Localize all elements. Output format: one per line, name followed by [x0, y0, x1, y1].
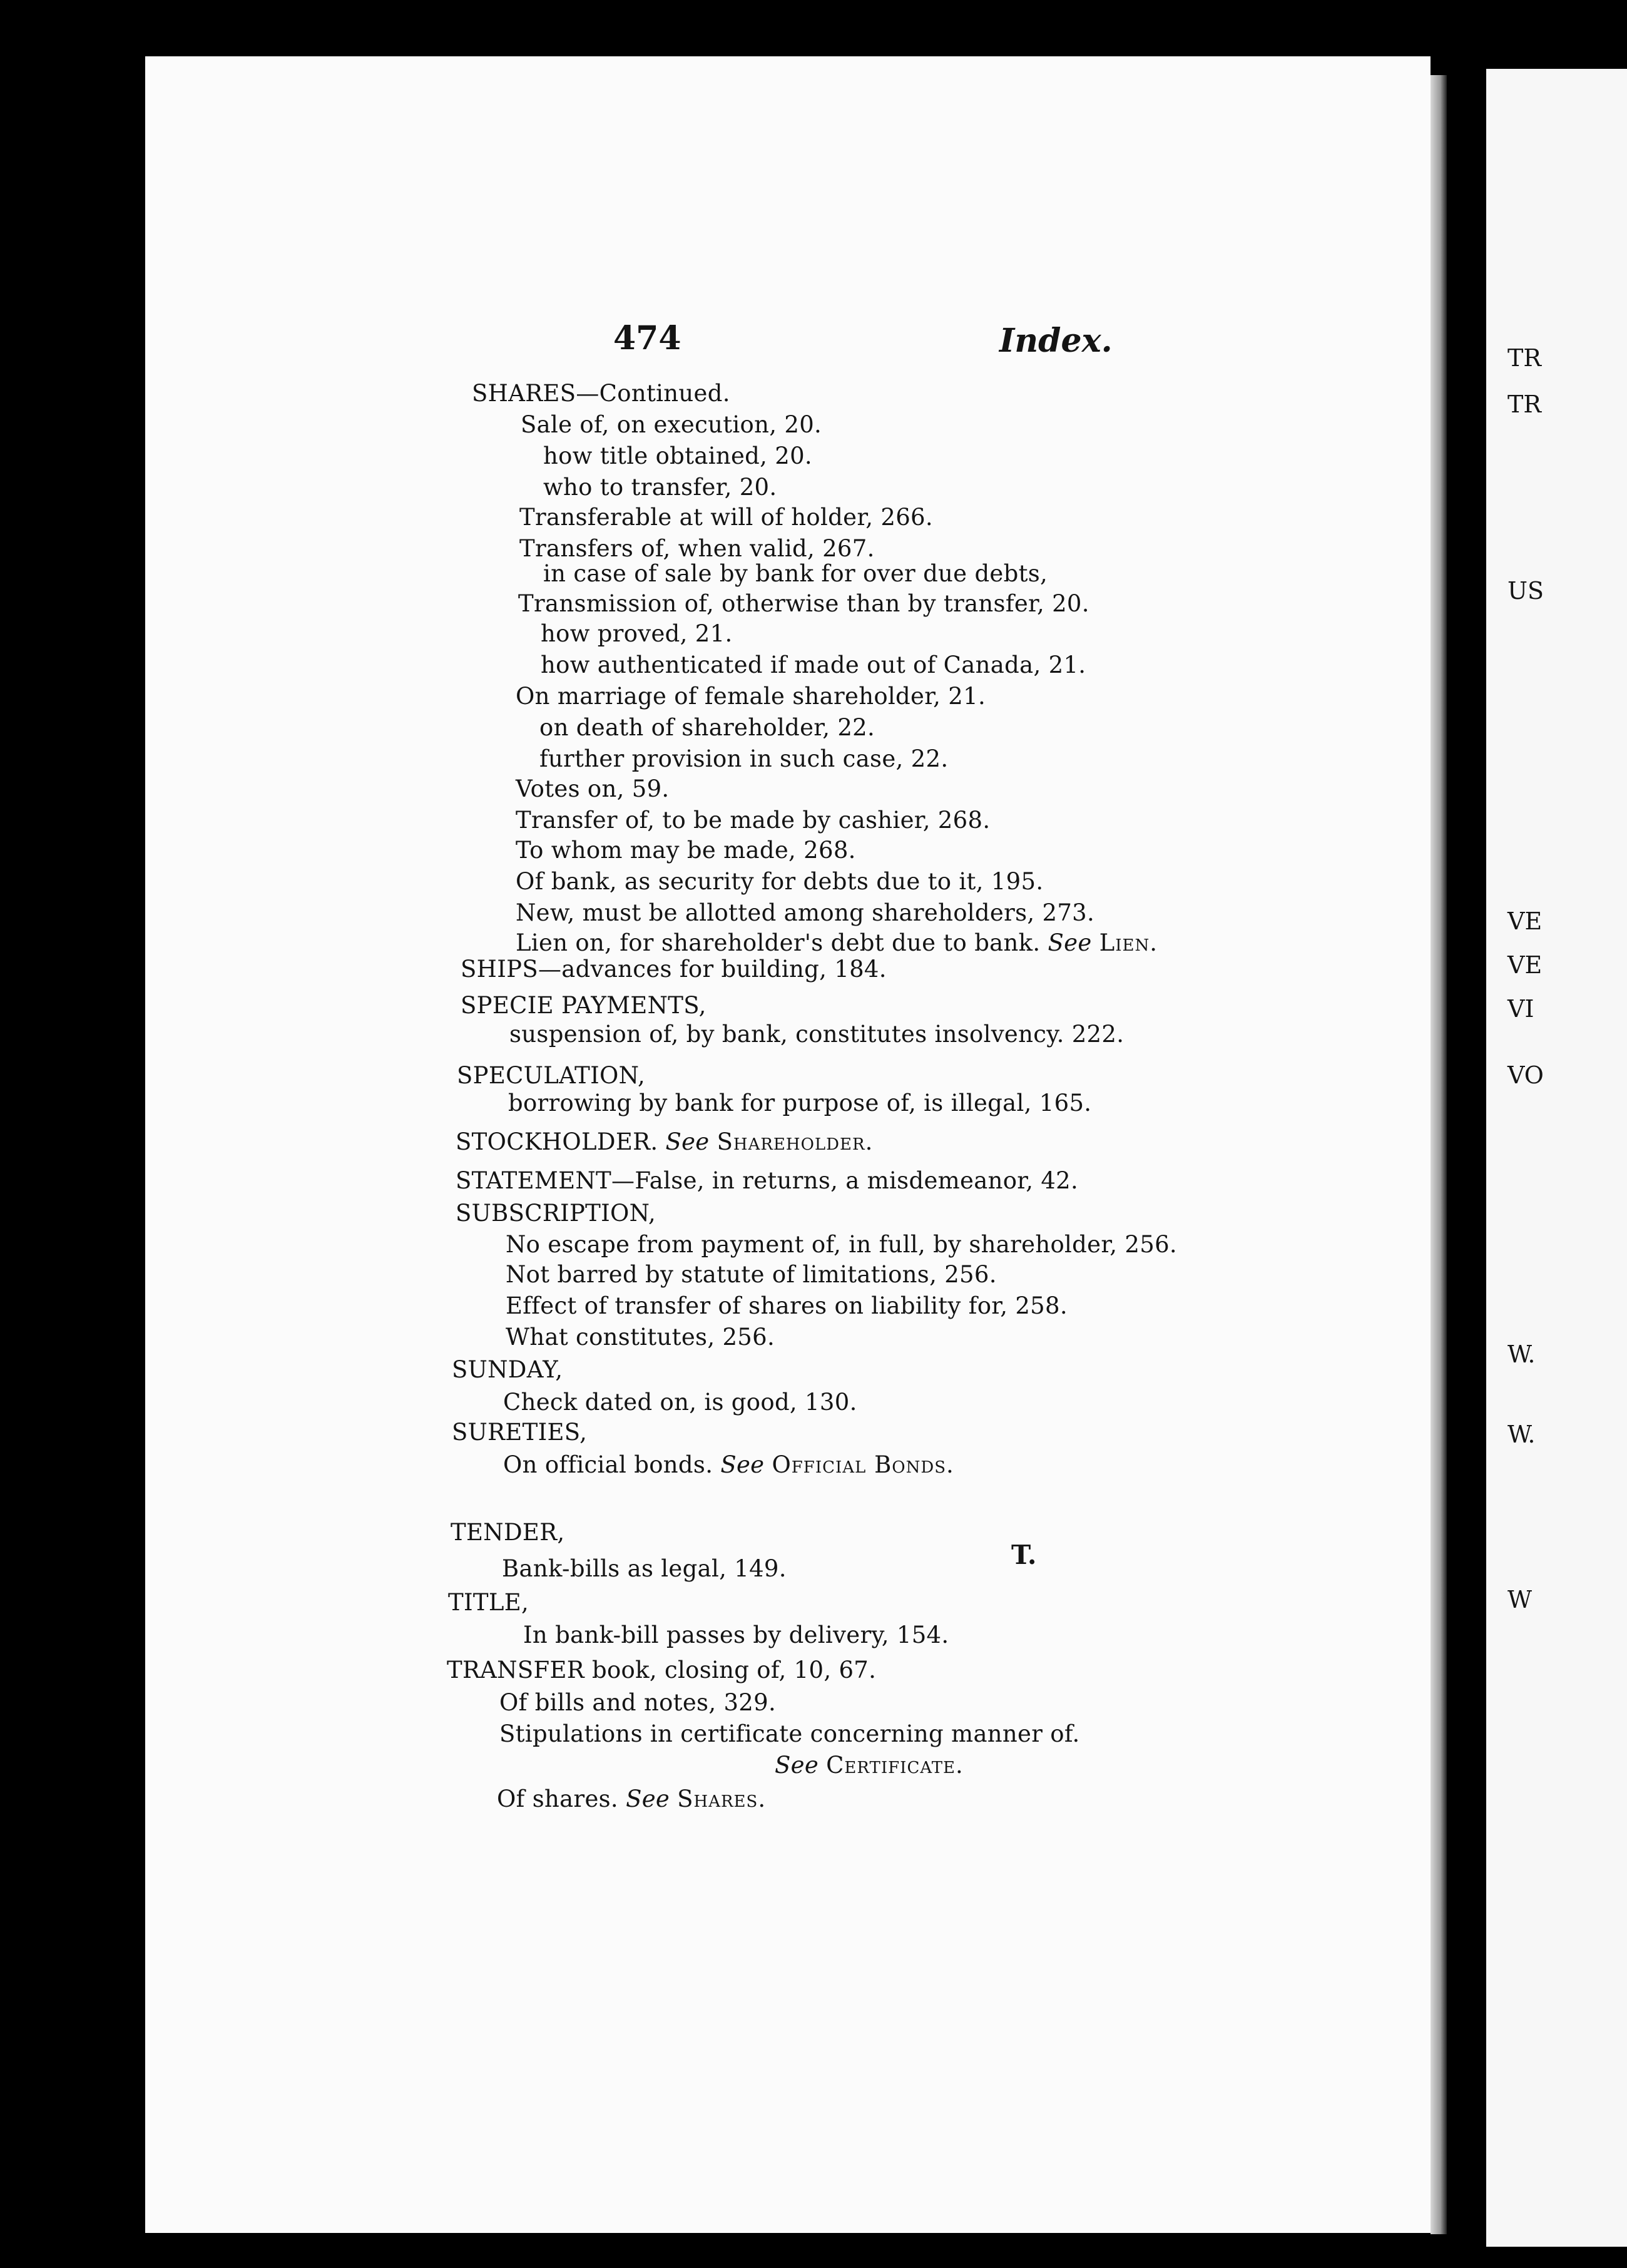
facing-page-fragment: VI — [1507, 995, 1534, 1023]
cross-reference: Lien. — [1099, 929, 1158, 956]
index-entry — [519, 537, 875, 560]
see-reference-label: See — [775, 1752, 819, 1779]
index-entry — [516, 839, 856, 862]
index-entry — [539, 716, 875, 739]
entry-text: SURETIES, — [452, 1419, 588, 1446]
index-entry — [541, 622, 733, 645]
index-entry — [499, 1691, 776, 1714]
entry-text: Transferable at will of holder, 266. — [519, 504, 933, 531]
entry-text: TITLE, — [448, 1589, 529, 1616]
facing-page-fragment: W — [1507, 1586, 1533, 1613]
facing-page-fragment: TR — [1507, 391, 1541, 418]
index-entry — [539, 747, 948, 770]
facing-page — [1486, 69, 1627, 2247]
index-entry — [506, 1263, 997, 1286]
facing-page-fragment: VE — [1507, 907, 1543, 935]
index-entry — [456, 1130, 873, 1153]
index-entry — [516, 931, 1158, 954]
entry-text: Check dated on, is good, 130. — [503, 1389, 857, 1416]
index-entry — [447, 1658, 876, 1682]
index-entry — [509, 1023, 1124, 1046]
entry-text: who to transfer, 20. — [543, 474, 777, 501]
index-entry — [521, 413, 822, 436]
entry-text: SUBSCRIPTION, — [456, 1200, 656, 1227]
entry-text: further provision in such case, 22. — [539, 745, 949, 772]
entry-text: how authenticated if made out of Canada, 21. — [541, 651, 1086, 678]
index-entry — [523, 1623, 949, 1647]
index-entry — [452, 1421, 587, 1444]
section-letter: T. — [1011, 1540, 1037, 1570]
entry-text: Sale of, on execution, 20. — [521, 411, 822, 438]
entry-text: how title obtained, 20. — [543, 442, 812, 469]
entry-text: Of shares. — [497, 1785, 618, 1812]
facing-page-fragment: W. — [1507, 1421, 1536, 1448]
see-reference-label: See — [720, 1451, 765, 1478]
entry-text: on death of shareholder, 22. — [539, 714, 875, 741]
index-entry — [518, 592, 1089, 615]
entry-text: STATEMENT—False, in returns, a misdemeanor, 42. — [456, 1167, 1079, 1194]
index-entry — [516, 901, 1094, 924]
index-entry — [472, 382, 730, 405]
facing-page-fragment: VO — [1507, 1061, 1544, 1089]
entry-text: in case of sale by bank for over due debts, — [543, 560, 1048, 587]
index-entry — [543, 476, 777, 499]
entry-text: SHIPS—advances for building, 184. — [461, 956, 887, 983]
entry-text: No escape from payment of, in full, by shareholder, 256. — [506, 1231, 1177, 1258]
facing-page-fragment: VE — [1507, 951, 1543, 979]
index-entry — [775, 1754, 964, 1777]
index-entry — [508, 1091, 1091, 1115]
entry-text: SHARES—Continued. — [472, 380, 730, 407]
entry-text: how proved, 21. — [541, 620, 733, 647]
index-entry — [456, 1169, 1078, 1192]
cross-reference: Official Bonds. — [772, 1451, 954, 1478]
index-entry — [461, 994, 706, 1017]
entry-text: Effect of transfer of shares on liability for, 258. — [506, 1292, 1068, 1319]
entry-text: TENDER, — [451, 1519, 565, 1546]
entry-text: STOCKHOLDER. — [456, 1128, 658, 1155]
entry-text: Bank-bills as legal, 149. — [502, 1555, 787, 1582]
index-entry — [457, 1064, 645, 1087]
entry-text: suspension of, by bank, constitutes insolvency. 222. — [509, 1021, 1125, 1048]
entry-text: New, must be allotted among shareholders, 273. — [516, 899, 1095, 926]
entry-text: SUNDAY, — [452, 1356, 563, 1383]
entry-text: Not barred by statute of limitations, 256. — [506, 1261, 997, 1288]
index-entry — [519, 506, 933, 529]
cross-reference: Shares. — [677, 1785, 767, 1812]
entry-text: Lien on, for shareholder's debt due to bank. — [516, 929, 1041, 956]
entry-text: To whom may be made, 268. — [516, 837, 856, 864]
page-number: 474 — [613, 319, 681, 357]
index-entry — [516, 870, 1043, 893]
index-entry — [516, 809, 990, 832]
index-entry — [452, 1358, 563, 1381]
see-reference-label: See — [1048, 929, 1092, 956]
index-page — [145, 56, 1431, 2233]
running-title: Index. — [999, 322, 1113, 360]
entry-text: On official bonds. — [503, 1451, 713, 1478]
entry-text: TRANSFER book, closing of, 10, 67. — [447, 1657, 877, 1683]
index-entry — [448, 1591, 529, 1614]
index-entry — [503, 1391, 857, 1414]
facing-page-fragment: US — [1507, 577, 1544, 605]
entry-text: Stipulations in certificate concerning manner of. — [499, 1720, 1080, 1747]
entry-text: Transmission of, otherwise than by transfer, 20. — [518, 590, 1089, 617]
index-entry — [506, 1233, 1177, 1256]
facing-page-fragment: TR — [1507, 344, 1541, 372]
index-entry — [506, 1294, 1068, 1317]
see-reference-label: See — [626, 1785, 670, 1812]
entry-text: Transfer of, to be made by cashier, 268. — [516, 807, 991, 834]
cross-reference: Shareholder. — [717, 1128, 874, 1155]
entry-text: Transfers of, when valid, 267. — [519, 535, 875, 562]
index-entry — [543, 562, 1048, 585]
index-entry — [541, 653, 1086, 677]
entry-text: On marriage of female shareholder, 21. — [516, 683, 986, 710]
index-entry — [543, 444, 812, 467]
index-entry — [461, 958, 887, 981]
index-entry — [516, 777, 669, 800]
entry-text: Of bank, as security for debts due to it, 195. — [516, 868, 1044, 895]
entry-text: borrowing by bank for purpose of, is illegal, 165. — [508, 1090, 1092, 1116]
cross-reference: Certificate. — [826, 1752, 964, 1779]
facing-page-fragment: W. — [1507, 1341, 1536, 1368]
entry-text: What constitutes, 256. — [506, 1324, 775, 1351]
entry-text: SPECIE PAYMENTS, — [461, 992, 706, 1019]
index-entry — [497, 1787, 766, 1811]
page-edge — [1431, 75, 1447, 2234]
index-entry — [456, 1202, 656, 1225]
see-reference-label: See — [665, 1128, 710, 1155]
index-entry — [502, 1557, 787, 1580]
index-entry — [503, 1453, 954, 1476]
entry-text: In bank-bill passes by delivery, 154. — [523, 1622, 949, 1648]
entry-text: Votes on, 59. — [516, 775, 670, 802]
index-entry — [506, 1326, 775, 1349]
entry-text: Of bills and notes, 329. — [499, 1689, 777, 1716]
index-entry — [499, 1722, 1080, 1745]
entry-text: SPECULATION, — [457, 1062, 646, 1089]
index-entry — [451, 1521, 564, 1544]
index-entry — [516, 685, 986, 708]
